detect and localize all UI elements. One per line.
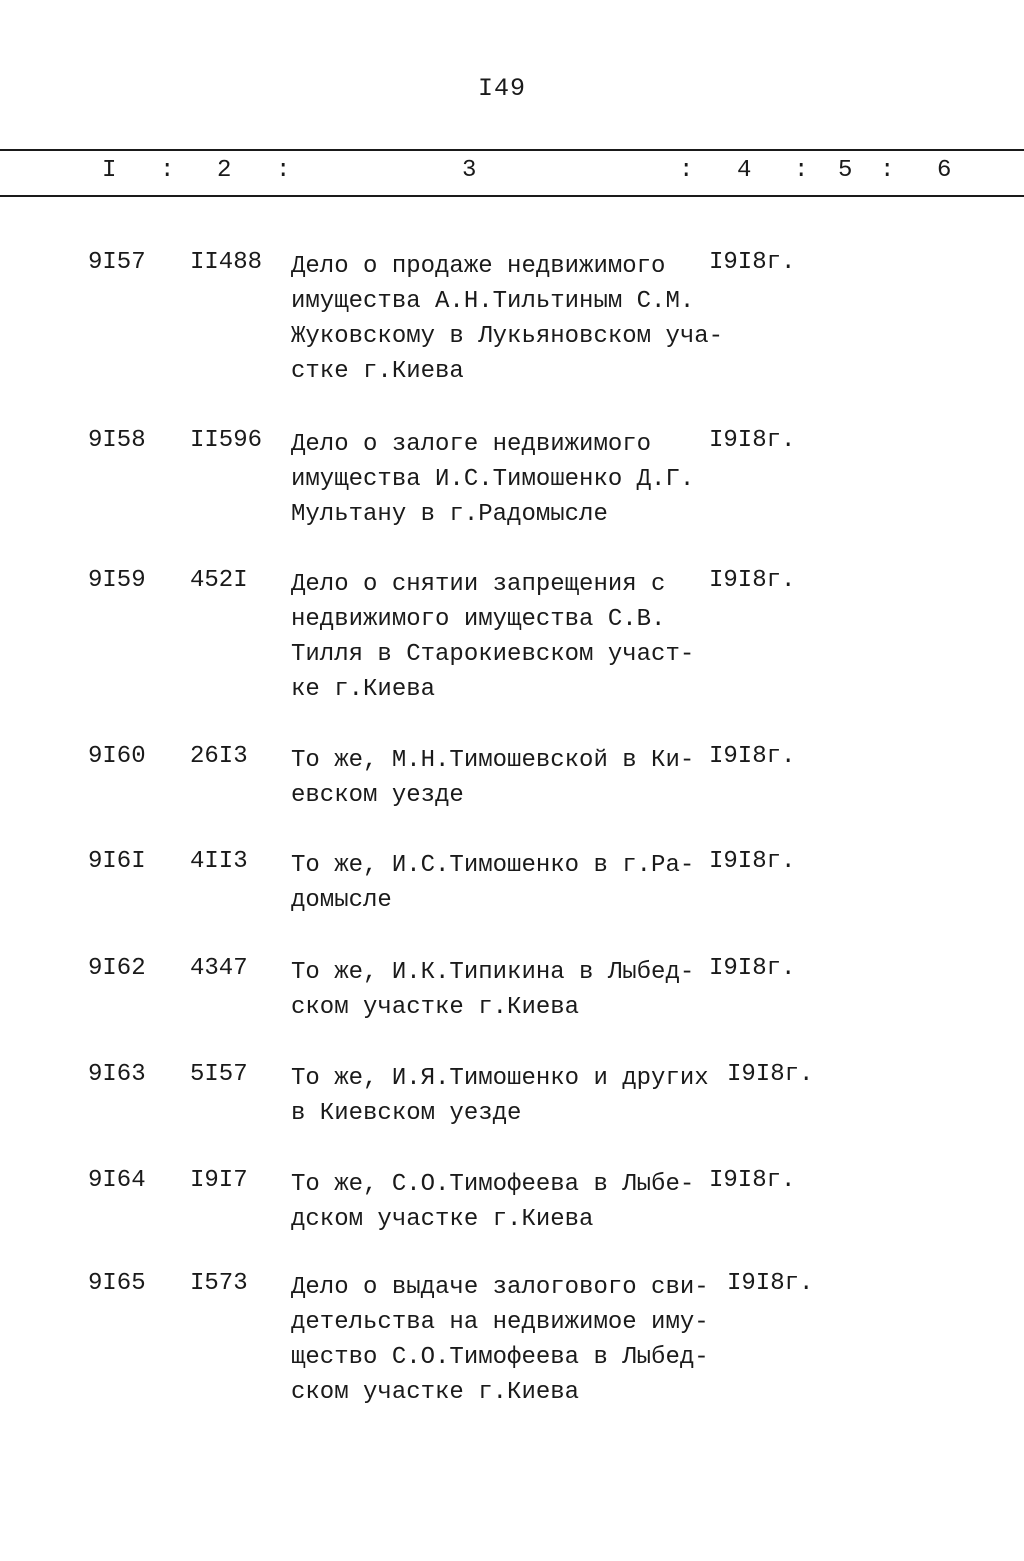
description-line: домысле <box>291 887 392 914</box>
record-description <box>291 567 716 707</box>
header-separator: : <box>276 157 291 184</box>
description-line: евском уезде <box>291 782 464 809</box>
description-line: Дело о выдаче залогового сви- <box>291 1274 709 1301</box>
header-col-1: I <box>102 157 117 184</box>
record-description <box>291 955 716 1025</box>
description-line: Тилля в Старокиевском участ- <box>291 641 695 668</box>
description-line: детельства на недвижимое иму- <box>291 1309 709 1336</box>
description-line: имущества А.Н.Тильтиным С.М. <box>291 288 695 315</box>
record-year: I9I8г. <box>709 249 796 276</box>
file-number: 26I3 <box>190 743 248 770</box>
record-number: 9I63 <box>88 1061 146 1088</box>
record-description <box>291 743 716 813</box>
record-description <box>291 427 716 532</box>
file-number: II488 <box>190 249 263 276</box>
header-separator: : <box>679 157 694 184</box>
description-line: недвижимого имущества С.В. <box>291 606 666 633</box>
description-line: То же, С.О.Тимофеева в Лыбе- <box>291 1171 695 1198</box>
file-number: 4II3 <box>190 848 248 875</box>
description-line: ке г.Киева <box>291 676 436 703</box>
file-number: 452I <box>190 567 248 594</box>
description-line: стке г.Киева <box>291 358 464 385</box>
file-number: I9I7 <box>190 1167 248 1194</box>
description-line: имущества И.С.Тимошенко Д.Г. <box>291 466 695 493</box>
description-line: Дело о залоге недвижимого <box>291 431 652 458</box>
record-description <box>291 1270 716 1410</box>
record-year: I9I8г. <box>709 427 796 454</box>
description-line: То же, И.К.Типикина в Лыбед- <box>291 959 695 986</box>
header-separator: : <box>880 157 895 184</box>
record-description <box>291 1167 716 1237</box>
description-line: дском участке г.Киева <box>291 1206 594 1233</box>
header-col-2: 2 <box>217 157 232 184</box>
file-number: 4347 <box>190 955 248 982</box>
description-line: Жуковскому в Лукьяновском уча- <box>291 323 724 350</box>
record-year: I9I8г. <box>727 1061 814 1088</box>
description-line: То же, М.Н.Тимошевской в Ки- <box>291 747 695 774</box>
description-line: Дело о продаже недвижимого <box>291 253 666 280</box>
header-rule-top <box>0 149 1024 151</box>
description-line: ском участке г.Киева <box>291 994 580 1021</box>
description-line: То же, И.Я.Тимошенко и других <box>291 1065 709 1092</box>
record-year: I9I8г. <box>709 567 796 594</box>
page-number: I49 <box>478 74 527 103</box>
record-year: I9I8г. <box>709 848 796 875</box>
record-number: 9I64 <box>88 1167 146 1194</box>
description-line: Дело о снятии запрещения с <box>291 571 666 598</box>
header-separator: : <box>794 157 809 184</box>
record-number: 9I6I <box>88 848 146 875</box>
record-number: 9I60 <box>88 743 146 770</box>
header-col-6: 6 <box>937 157 952 184</box>
header-col-4: 4 <box>737 157 752 184</box>
description-line: Мультану в г.Радомысле <box>291 501 608 528</box>
description-line: в Киевском уезде <box>291 1100 522 1127</box>
record-year: I9I8г. <box>727 1270 814 1297</box>
description-line: ском участке г.Киева <box>291 1379 580 1406</box>
record-year: I9I8г. <box>709 955 796 982</box>
description-line: щество С.О.Тимофеева в Лыбед- <box>291 1344 709 1371</box>
file-number: II596 <box>190 427 263 454</box>
record-description <box>291 249 724 389</box>
record-description <box>291 1061 716 1131</box>
header-rule-bottom <box>0 195 1024 197</box>
record-number: 9I59 <box>88 567 146 594</box>
header-separator: : <box>160 157 175 184</box>
record-number: 9I57 <box>88 249 146 276</box>
record-number: 9I65 <box>88 1270 146 1297</box>
record-number: 9I62 <box>88 955 146 982</box>
description-line: То же, И.С.Тимошенко в г.Ра- <box>291 852 695 879</box>
header-col-5: 5 <box>838 157 853 184</box>
file-number: 5I57 <box>190 1061 248 1088</box>
record-year: I9I8г. <box>709 1167 796 1194</box>
record-description <box>291 848 716 918</box>
file-number: I573 <box>190 1270 248 1297</box>
header-col-3: 3 <box>462 157 477 184</box>
record-number: 9I58 <box>88 427 146 454</box>
record-year: I9I8г. <box>709 743 796 770</box>
